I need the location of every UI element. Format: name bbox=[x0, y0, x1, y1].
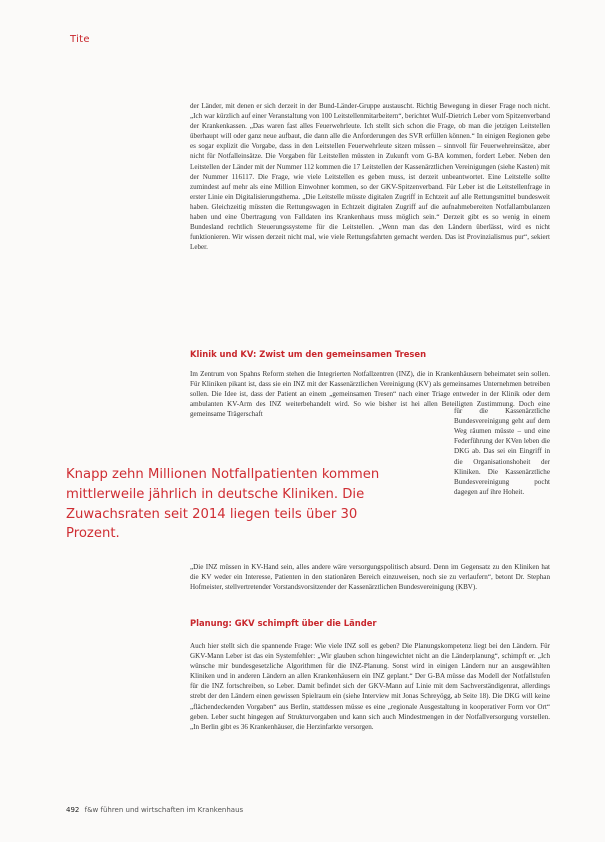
pull-quote: Knapp zehn Millionen Notfallpatienten kommen mittlerweile jährlich in deutsche Kliniken. Die Zuwachsraten seit 2014 liegen teils über 30 Prozent. bbox=[66, 467, 380, 542]
body-narrow-column bbox=[454, 399, 550, 504]
paragraph-inz: Im Zentrum von Spahns Reform stehen die Integrierten Notfallzentren (INZ), die in Krankenhäusern beheimatet sein sollen. Für Kliniken pikant ist, dass sie ein INZ mit der Kassenärztlichen Vereinigung (KV) als gemeinsames Unternehmen betreiben sollen. Die Idee ist, dass der Patient an einem „gemeinsamen Tresen“ nach einer Triage entweder in der Klinik oder dem ambulanten KV-Arm des INZ weiterbehandelt wird. So wie bisher ist hei allen Beteiligten Zustimmung. Doch eine gemeinsame Trägerschaft bbox=[190, 370, 550, 419]
publication-name: f&w führen und wirtschaften im Krankenhaus bbox=[84, 806, 244, 814]
section-label: Tite bbox=[70, 34, 90, 45]
paragraph-narrow: für die Kassenärztliche Bundesvereinigung geht auf dem Weg räumen müsste – und eine Federführung der KVen leben die DKG ab. Das sei ein Eingriff in die Organisationshoheit der Kliniken. Die Kassenärztliche Bundesvereinigung pocht dagegen auf ihre Hoheit. bbox=[454, 407, 550, 496]
page-footer bbox=[66, 806, 243, 814]
paragraph-planung: Auch hier stellt sich die spannende Frage: Wie viele INZ soll es geben? Die Planungskompetenz liegt bei den Ländern. Für GKV-Mann Leber ist das ein Systemfehler: „Wir glauben schon hingewichtet nicht an die Länderplanung“, schimpft er. „Ich wünsche mir bundesgesetzliche Algorithmen für die INZ-Planung. Sonst wird in einigen Ländern nur an ausgewählten Kliniken und in anderen Ländern an allen Krankenhäusern ein INZ geplant.“ Der G-BA müsse das Modell der Notfallstufen für die INZ fortschreiben, so Leber. Damit befindet sich der GKV-Mann auf Linie mit dem Sachverständigenrat, allerdings strebt der den Ländern einen gewissen Spielraum ein (siehe Interview mit Jonas Schreyögg, ab Seite 18). Die DKG will keine „flächendeckenden Vorgaben“ aus Berlin, stattdessen müsse es eine „regionale Ausgestaltung in kooperativer Form vor Ort“ geben. Leber sucht hingegen auf Strukturvorgaben und kann sich auch Mindestmengen in der Notfallversorgung vorstellen. „In Berlin gibt es 36 Krankenhäuser, die Herzinfarkte versorgen. bbox=[190, 642, 550, 731]
body-column-planung bbox=[190, 641, 550, 732]
subheading-planung: Planung: GKV schimpft über die Länder bbox=[190, 618, 377, 628]
paragraph-leitstellen: der Länder, mit denen er sich derzeit in der Bund-Länder-Gruppe austauscht. Richtig Bewegung in dieser Frage noch nicht. „Ich war kürzlich auf einer Veranstaltung von 100 Leitstellenmitarbeitern“, berichtet Wulf-Dietrich Leber vom Spitzenverband der Krankenkassen. „Das waren fast alles Feuerwehrleute. Ich stellt sich schon die Frage, ob man die jetzigen Leitstellen überhaupt will oder ganz neue aufbaut, die dann alle die Anforderungen des SVR erfüllen können.“ In einigen Regionen gebe es sogar explizit die Vorgabe, dass in den Leitstellen Feuerwehrleute sitzen müssen – sinnvoll für Feuerwehreinsätze, aber nicht für Notfalleinsätze. Die Vorgaben für Leitstellen müssten in Zukunft vom G-BA kommen, fordert Leber. Neben den Leitstellen der Länder mit der Nummer 112 kommen die 17 Leitstellen der Kassenärztlichen Vereinigungen (siehe Kasten) mit der Nummer 116117. Die Frage, wie viele Leitstellen es geben muss, ist derzeit unbeantwortet. Eine Leitstelle sollte zumindest auf mehr als eine Million Einwohner kommen, so der GKV-Spitzenverband. Für Leber ist die Leitstellenfrage in erster Linie ein Digitalisierungsthema. „Die Leitstelle müsste digitalen Zugriff in Echtzeit auf alle Rettungsmittel bundesweit haben. Gleichzeitig müssten die Rettungswagen in Echtzeit digitalen Zugriff auf die aufnahmebereiten Notfallambulanzen haben und eine Übertragung von Falldaten ins Krankenhaus muss möglich sein.“ Derzeit gibt es so wenig in einem Bundesland rechtlich Steuerungssysteme für die Leitstellen. „Wenn man das den Ländern überlässt, wird es nicht funktionieren. Wir wissen derzeit nicht mal, wie viele Rettungsfahrten gemacht werden. Das ist Provinzialismus pur“, sekiert Leber. bbox=[190, 102, 550, 252]
page-number: 492 bbox=[66, 806, 80, 814]
body-column-kbv-quote bbox=[190, 562, 550, 592]
paragraph-kbv: „Die INZ müssen in KV-Hand sein, alles andere wäre versorgungspolitisch absurd. Denn im Gegensatz zu den Kliniken hat die KV weder ein Interesse, Patienten in den stationären Bereich einzuweisen, noch sie zu verlaufern“, betont Dr. Stephan Hofmeister, stellvertretender Vorstandsvorsitzender der Kassenärztlichen Bundesvereinigung (KBV). bbox=[190, 563, 550, 592]
body-column-intro bbox=[190, 101, 550, 252]
subheading-klinik-kv: Klinik und KV: Zwist um den gemeinsamen Tresen bbox=[190, 349, 427, 359]
